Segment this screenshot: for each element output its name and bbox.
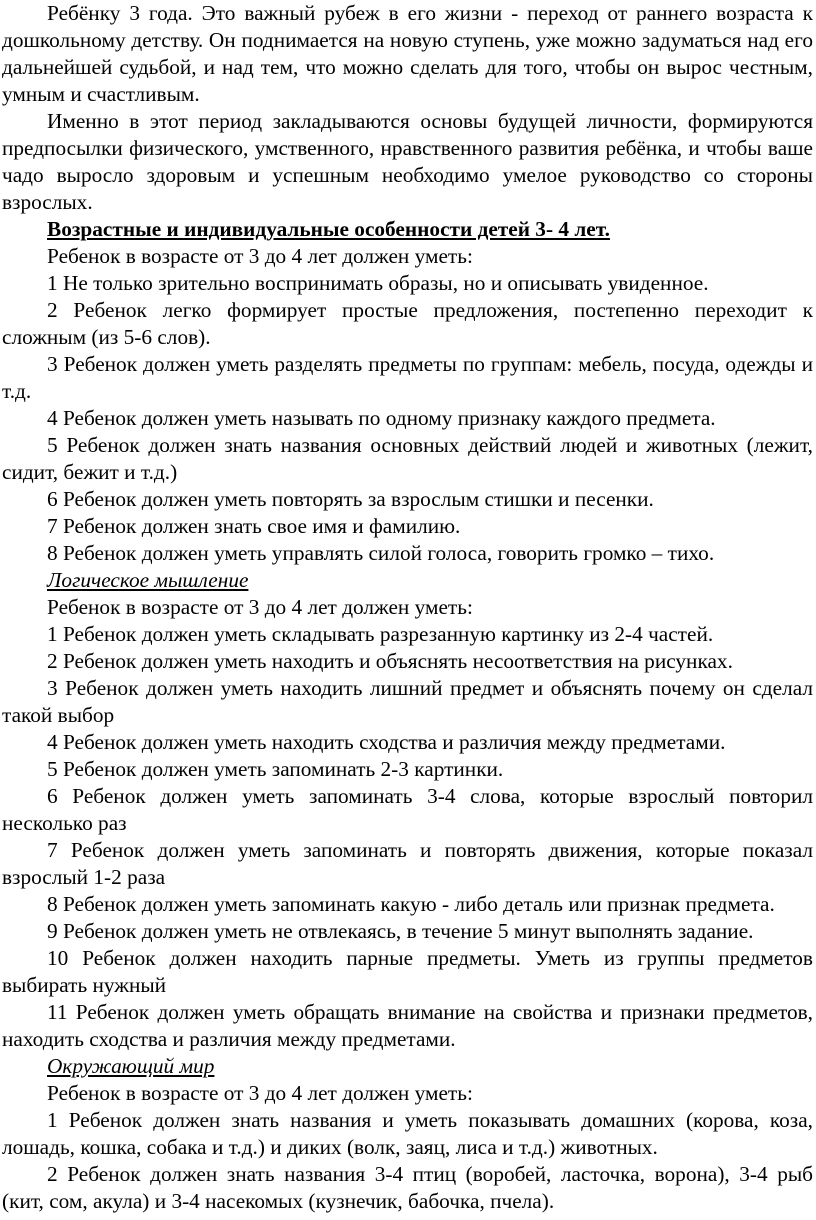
- list-item: 10 Ребенок должен находить парные предметы. Уметь из группы предметов выбирать нужный: [2, 946, 813, 997]
- list-item: 1 Ребенок должен знать названия и уметь показывать домашних (корова, коза, лошадь, кошка, собака и т.д.) и диких (волк, заяц, лиса и т.д.) животных.: [2, 1108, 813, 1159]
- section-heading-age-features: Возрастные и индивидуальные особенности детей 3- 4 лет.: [47, 217, 610, 241]
- section-lead: Ребенок в возрасте от 3 до 4 лет должен уметь:: [47, 1081, 473, 1105]
- list-item: 7 Ребенок должен уметь запоминать и повторять движения, которые показал взрослый 1-2 раза: [2, 838, 813, 889]
- list-item: 6 Ребенок должен уметь запоминать 3-4 слова, которые взрослый повторил несколько раз: [2, 784, 813, 835]
- list-item: 2 Ребенок должен знать названия 3-4 птиц (воробей, ласточка, ворона), 3-4 рыб (кит, сом, акула) и 3-4 насекомых (кузнечик, бабочка, пчела).: [2, 1162, 813, 1213]
- list-item: 1 Ребенок должен уметь складывать разрезанную картинку из 2-4 частей.: [47, 622, 714, 646]
- list-item: 4 Ребенок должен уметь находить сходства и различия между предметами.: [47, 730, 726, 754]
- list-item: 2 Ребенок легко формирует простые предложения, постепенно переходит к сложным (из 5-6 слов).: [2, 298, 813, 349]
- list-item: 11 Ребенок должен уметь обращать внимание на свойства и признаки предметов, находить сходства и различия между предметами.: [2, 1000, 813, 1051]
- list-item: 3 Ребенок должен уметь находить лишний предмет и объяснять почему он сделал такой выбор: [2, 676, 813, 727]
- section-lead: Ребенок в возрасте от 3 до 4 лет должен уметь:: [47, 595, 473, 619]
- section-heading-world: Окружающий мир: [47, 1054, 215, 1078]
- list-item: 5 Ребенок должен знать названия основных действий людей и животных (лежит, сидит, бежит и т.д.): [2, 433, 813, 484]
- section-heading-logic: Логическое мышление: [47, 568, 249, 592]
- section-lead: Ребенок в возрасте от 3 до 4 лет должен уметь:: [47, 244, 473, 268]
- list-item: 2 Ребенок должен уметь находить и объяснять несоответствия на рисунках.: [47, 649, 733, 673]
- intro-paragraph: Ребёнку 3 года. Это важный рубеж в его жизни - переход от раннего возраста к дошкольному детству. Он поднимается на новую ступень, уже можно задуматься над его дальнейшей судьбой, и над тем, что можно сделать для того, чтобы он вырос честным, умным и счастливым.: [2, 1, 813, 106]
- list-item: 6 Ребенок должен уметь повторять за взрослым стишки и песенки.: [47, 487, 654, 511]
- list-item: 1 Не только зрительно воспринимать образы, но и описывать увиденное.: [47, 271, 709, 295]
- list-item: 4 Ребенок должен уметь называть по одному признаку каждого предмета.: [47, 406, 716, 430]
- list-item: 3 Ребенок должен уметь разделять предметы по группам: мебель, посуда, одежды и т.д.: [2, 352, 813, 403]
- list-item: 9 Ребенок должен уметь не отвлекаясь, в течение 5 минут выполнять задание.: [47, 919, 754, 943]
- list-item: 8 Ребенок должен уметь запоминать какую - либо деталь или признак предмета.: [47, 892, 775, 916]
- list-item: 8 Ребенок должен уметь управлять силой голоса, говорить громко – тихо.: [47, 541, 715, 565]
- intro-paragraph: Именно в этот период закладываются основы будущей личности, формируются предпосылки физического, умственного, нравственного развития ребёнка, и чтобы ваше чадо выросло здоровым и успешным необходимо умелое руководство со стороны взрослых.: [2, 109, 813, 214]
- list-item: 7 Ребенок должен знать свое имя и фамилию.: [47, 514, 461, 538]
- list-item: 5 Ребенок должен уметь запоминать 2-3 картинки.: [47, 757, 504, 781]
